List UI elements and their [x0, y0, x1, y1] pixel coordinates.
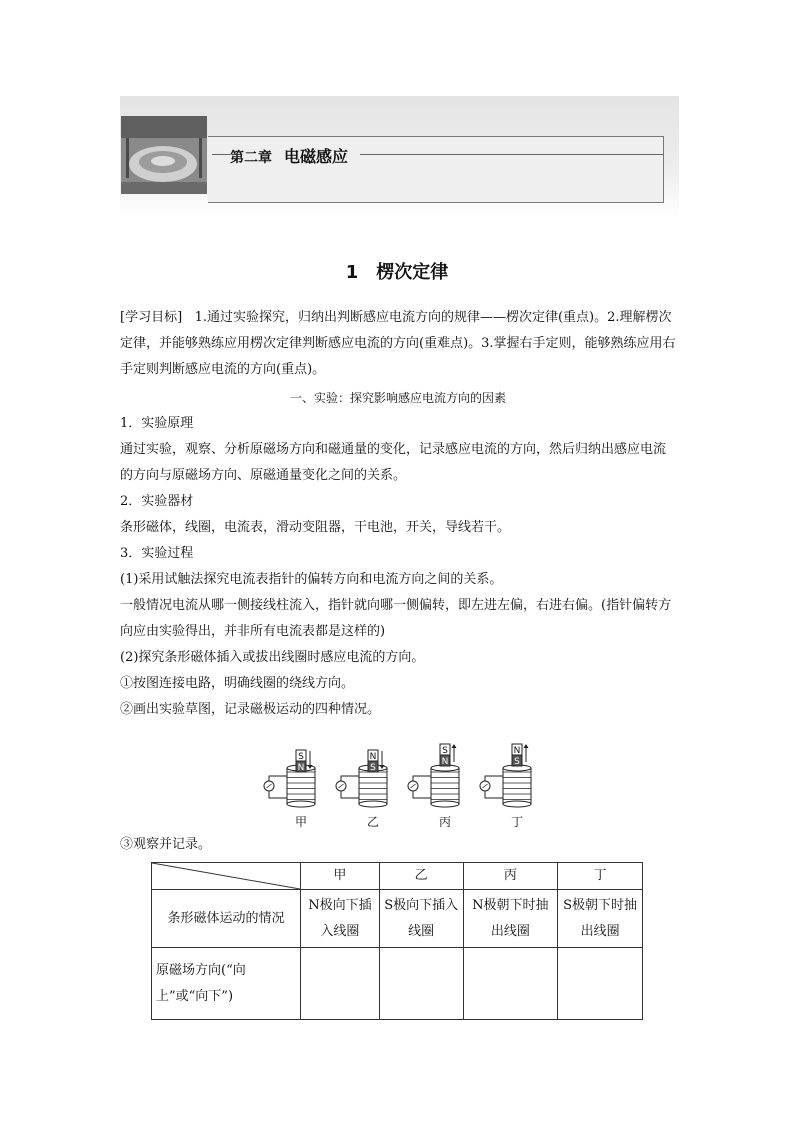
- wire: [485, 776, 503, 781]
- wire: [269, 791, 287, 798]
- table-header-cell: 丁: [558, 863, 643, 890]
- coil: [359, 768, 387, 804]
- table-row: [152, 890, 643, 948]
- coil-magnet-diagram: [255, 742, 555, 830]
- chapter-banner: [120, 96, 679, 218]
- diagonal-line: [152, 863, 300, 889]
- arrow-head-up: [524, 744, 529, 748]
- magnet-pole-label: N: [513, 746, 521, 756]
- magnet-pole-label: N: [297, 763, 305, 773]
- table-row: [152, 948, 643, 1020]
- sub-step-2: ②画出实验草图，记录磁极运动的四种情况。: [120, 702, 381, 717]
- magnet-pole-label: N: [369, 752, 377, 762]
- table-cell: [558, 948, 643, 1020]
- row-label: 条形磁体运动的情况: [152, 890, 301, 948]
- table-cell: N极向下插入线圈: [301, 890, 380, 948]
- process-heading: 3．实验过程: [120, 546, 194, 561]
- figure-label: 乙: [366, 815, 380, 829]
- table-corner-cell: [152, 863, 301, 890]
- objectives-paragraph: [120, 305, 676, 383]
- step-1: (1)采用试触法探究电流表指针的偏转方向和电流方向之间的关系。: [120, 572, 503, 587]
- table-header-cell: 丙: [463, 863, 558, 890]
- chapter-photo: [121, 116, 207, 194]
- wire: [341, 791, 359, 798]
- table-cell: S极朝下时抽出线圈: [558, 890, 643, 948]
- objectives-label: [学习目标]: [120, 310, 183, 325]
- figure-label: 丙: [438, 815, 452, 829]
- generator-photo-image: [121, 116, 207, 194]
- wire: [341, 776, 359, 781]
- coil: [503, 768, 531, 804]
- experiment-figure: [255, 742, 555, 830]
- coil-bottom: [503, 801, 531, 807]
- table-cell: S极向下插入线圈: [379, 890, 463, 948]
- magnet-pole-label: N: [441, 757, 449, 767]
- chapter-number: 第二章: [230, 150, 272, 166]
- section-heading: 一、实验：探究影响感应电流方向的因素: [289, 391, 506, 405]
- wire: [413, 776, 431, 781]
- row-label: 原磁场方向(“向上”或“向下”): [152, 948, 301, 1020]
- equipment-text: 条形磁体，线圈，电流表，滑动变阻器，干电池，开关，导线若干。: [120, 520, 511, 535]
- wire: [269, 776, 287, 781]
- magnet-pole-label: S: [298, 752, 304, 762]
- principle-heading: 1．实验原理: [120, 416, 194, 431]
- table-cell: N极朝下时抽出线圈: [463, 890, 558, 948]
- section-body: [120, 385, 676, 723]
- wire: [485, 791, 503, 798]
- learning-objectives: [120, 305, 676, 383]
- arrow-head-up: [452, 744, 457, 748]
- table-header-cell: 甲: [301, 863, 380, 890]
- sub-step-3: ③观察并记录。: [120, 837, 212, 852]
- table-cell: [379, 948, 463, 1020]
- lesson-number: 1: [345, 262, 359, 283]
- table-cell: [463, 948, 558, 1020]
- lesson-name: 楞次定律: [376, 262, 449, 283]
- magnet-pole-label: S: [370, 763, 376, 773]
- magnet-pole-label: S: [514, 757, 520, 767]
- equipment-heading: 2．实验器材: [120, 494, 194, 509]
- step-1-detail: 一般情况电流从哪一侧接线柱流入，指针就向哪一侧偏转，即左进左偏，右进右偏。(指针偏转方向应由实验得出，并非所有电流表都是这样的): [120, 598, 672, 639]
- table-header-row: [152, 863, 643, 890]
- figure-label: 甲: [294, 815, 308, 829]
- figure-label: 丁: [510, 815, 524, 829]
- chapter-heading: [230, 146, 360, 168]
- lesson-title: [0, 258, 794, 284]
- objectives-text: 1.通过实验探究，归纳出判断感应电流方向的规律——楞次定律(重点)。2.理解楞次定律，并能够熟练应用楞次定律判断感应电流的方向(重难点)。3.掌握右手定则，能够熟练应用右手定则判断感应电流的方向(重点)。: [120, 310, 676, 377]
- magnet-pole-label: S: [442, 746, 448, 756]
- principle-text: 通过实验，观察、分析原磁场方向和磁通量的变化，记录感应电流的方向，然后归纳出感应电流的方向与原磁场方向、原磁通量变化之间的关系。: [120, 442, 667, 483]
- table-cell: [301, 948, 380, 1020]
- coil: [431, 768, 459, 804]
- step-2: (2)探究条形磁体插入或拔出线圈时感应电流的方向。: [120, 650, 425, 665]
- coil-bottom: [359, 801, 387, 807]
- coil: [287, 768, 315, 804]
- record-table: [151, 862, 643, 1020]
- wire: [413, 791, 431, 798]
- sub-step-1: ①按图连接电路，明确线圈的绕线方向。: [120, 676, 355, 691]
- table-header-cell: 乙: [379, 863, 463, 890]
- coil-bottom: [431, 801, 459, 807]
- coil-bottom: [287, 801, 315, 807]
- chapter-title: 电磁感应: [284, 147, 349, 166]
